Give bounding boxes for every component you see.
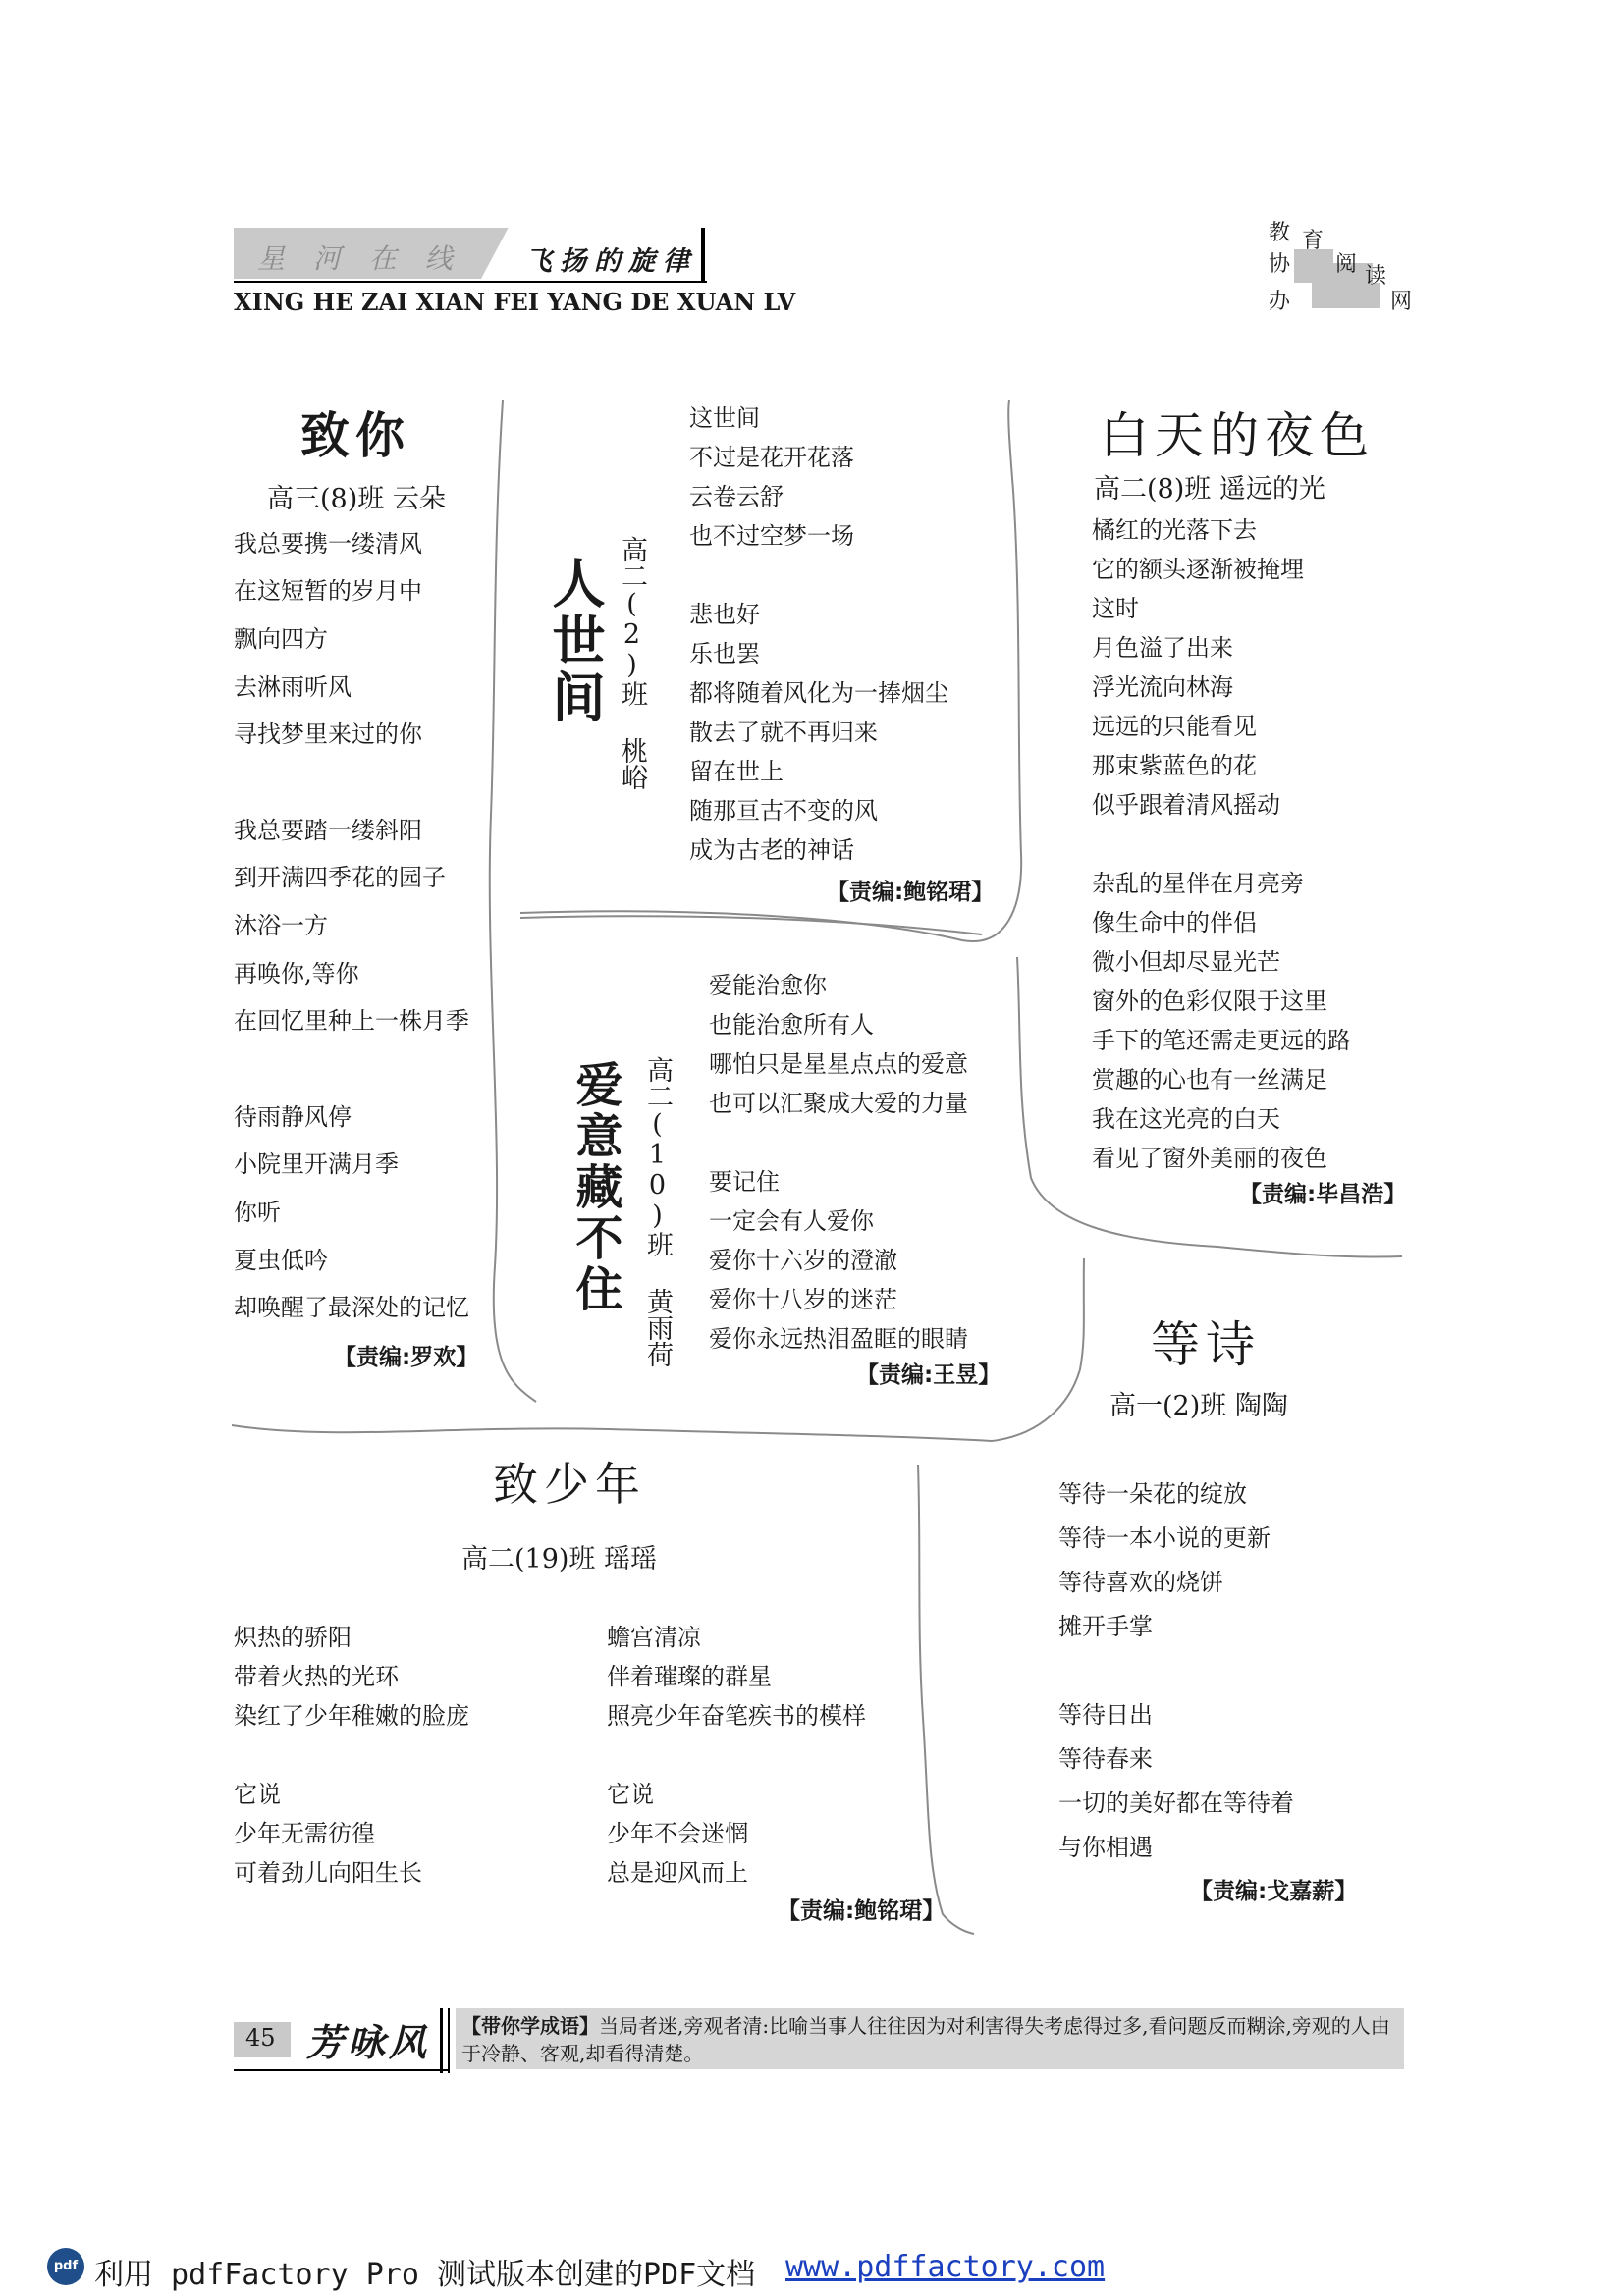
poem-line: 哪怕只是星星点点的爱意 (709, 1050, 968, 1078)
poem-line: 它说 (607, 1781, 654, 1808)
watermark-link[interactable]: www.pdffactory.com (785, 2250, 1106, 2284)
badge-char-4: 阅 (1335, 252, 1358, 277)
poem-line: 它的额头逐渐被掩埋 (1092, 556, 1304, 583)
poem-dengshi-editor: 【责编:戈嘉薪】 (1190, 1879, 1358, 1904)
poem-line: 却唤醒了最深处的记忆 (234, 1294, 469, 1321)
badge-char-2: 育 (1302, 229, 1325, 253)
poem-line: 我总要踏一缕斜阳 (234, 817, 422, 844)
poem-baitian-author: 高二(8)班 遥远的光 (1094, 474, 1325, 505)
poem-line: 可着劲儿向阳生长 (234, 1859, 422, 1887)
poem-line: 你听 (234, 1199, 281, 1226)
poem-line: 摊开手掌 (1058, 1613, 1153, 1640)
poem-zhini-title: 致你 (300, 406, 410, 464)
footer-brand: 芳咏风 (306, 2020, 431, 2064)
poem-line: 成为古老的神话 (689, 836, 854, 864)
idiom-text: 当局者迷,旁观者清:比喻当事人往往因为对利害得失考虑得过多,看问题反而糊涂,旁观的人由于冷静、客观,却看得清楚。 (461, 2014, 1390, 2065)
poem-line: 夏虫低吟 (234, 1247, 328, 1274)
poem-line: 都将随着风化为一捧烟尘 (689, 679, 948, 707)
poem-line: 我在这光亮的白天 (1092, 1105, 1280, 1133)
footer-idiom-text (461, 2012, 1396, 2067)
poem-line: 要记住 (709, 1168, 780, 1196)
poem-line: 留在世上 (689, 758, 784, 785)
poem-zhishaonian-editor: 【责编:鲍铭珺】 (778, 1898, 946, 1924)
poem-line: 少年不会迷惘 (607, 1820, 748, 1847)
poem-line: 不过是花开花落 (689, 444, 854, 471)
poem-line: 蟾宫清凉 (607, 1624, 701, 1651)
poem-line: 与你相遇 (1058, 1834, 1153, 1861)
poem-dengshi-body (1058, 1474, 1373, 1867)
badge-char-5: 读 (1365, 264, 1387, 289)
poem-line: 手下的笔还需走更远的路 (1092, 1027, 1351, 1054)
divider-6 (918, 1465, 974, 1934)
poem-line: 远远的只能看见 (1092, 713, 1257, 740)
poem-line: 伴着璀璨的群星 (607, 1663, 772, 1690)
poem-line: 看见了窗外美丽的夜色 (1092, 1145, 1327, 1172)
poem-line: 这时 (1092, 595, 1139, 622)
poem-line: 似乎跟着清风摇动 (1092, 791, 1280, 819)
poem-line: 橘红的光落下去 (1092, 516, 1257, 544)
poem-line: 一切的美好都在等待着 (1058, 1789, 1294, 1817)
poem-line: 少年无需彷徨 (234, 1820, 375, 1847)
poem-line: 浮光流向林海 (1092, 673, 1233, 701)
poem-renshijian-title: 人世间 (544, 556, 607, 726)
poem-line: 赏趣的心也有一丝满足 (1092, 1066, 1327, 1094)
poem-dengshi-title: 等诗 (1151, 1316, 1261, 1373)
idiom-label: 【带你学成语】 (461, 2014, 599, 2038)
poem-line: 微小但却尽显光芒 (1092, 948, 1280, 976)
poem-line: 到开满四季花的园子 (234, 864, 446, 891)
badge-char-7: 网 (1390, 290, 1413, 314)
poem-line: 等待一朵花的绽放 (1058, 1480, 1247, 1508)
poem-line: 一定会有人爱你 (709, 1207, 874, 1235)
poem-line: 寻找梦里来过的你 (234, 721, 422, 748)
poem-aiyi-title: 爱意藏不住 (568, 1060, 622, 1315)
poem-renshijian-author: 高二(2)班 桃峪 (617, 536, 647, 790)
poem-line: 杂乱的星伴在月亮旁 (1092, 870, 1304, 897)
poem-line: 等待喜欢的烧饼 (1058, 1569, 1223, 1596)
poem-zhishaonian-body-right (607, 1618, 921, 1887)
footer-rule-1 (440, 2008, 443, 2073)
pdf-logo (47, 2248, 84, 2285)
poem-line: 我总要携一缕清风 (234, 530, 422, 558)
poem-line: 小院里开满月季 (234, 1150, 399, 1178)
poem-line: 沐浴一方 (234, 912, 328, 939)
poem-line: 总是迎风而上 (607, 1859, 748, 1887)
footer-underline (234, 2069, 450, 2071)
divider-4 (520, 916, 982, 934)
poem-line: 飘向四方 (234, 625, 328, 653)
poem-line: 散去了就不再归来 (689, 719, 878, 746)
poem-line: 那束紫蓝色的花 (1092, 752, 1257, 779)
poem-line: 染红了少年稚嫩的脸庞 (234, 1702, 469, 1730)
poem-line: 悲也好 (689, 601, 760, 628)
poem-baitian-title: 白天的夜色 (1100, 407, 1375, 464)
poem-line: 像生命中的伴侣 (1092, 909, 1257, 936)
poem-zhishaonian-body-left (234, 1618, 587, 1887)
poem-line: 去淋雨听风 (234, 673, 352, 701)
header-column-left: 星 河 在 线 (257, 242, 462, 275)
badge-char-6: 办 (1269, 290, 1291, 314)
poem-line: 月色溢了出来 (1092, 634, 1233, 662)
poem-aiyi-editor: 【责编:王昱】 (856, 1362, 1001, 1388)
poem-line: 随那亘古不变的风 (689, 797, 878, 825)
page-number: 45 (245, 2024, 276, 2052)
badge-char-3: 协 (1269, 252, 1291, 277)
poem-baitian-body (1092, 510, 1406, 1178)
poem-line: 云卷云舒 (689, 483, 784, 510)
poem-line: 爱你十六岁的澄澈 (709, 1247, 897, 1274)
poem-renshijian-body (689, 399, 1013, 870)
poem-aiyi-author: 高二(10)班 黄雨荷 (642, 1056, 673, 1367)
poem-zhini-editor: 【责编:罗欢】 (334, 1345, 479, 1370)
poem-baitian-editor: 【责编:毕昌浩】 (1239, 1182, 1407, 1207)
poem-line: 照亮少年奋笔疾书的模样 (607, 1702, 866, 1730)
poem-line: 窗外的色彩仅限于这里 (1092, 988, 1327, 1015)
poem-line: 炽热的骄阳 (234, 1624, 352, 1651)
poem-line: 在回忆里种上一株月季 (234, 1007, 469, 1035)
poem-line: 爱你十八岁的迷茫 (709, 1286, 897, 1313)
poem-line: 带着火热的光环 (234, 1663, 399, 1690)
poem-line: 再唤你,等你 (234, 960, 359, 988)
poem-line: 爱你永远热泪盈眶的眼睛 (709, 1325, 968, 1353)
header-pinyin: XING HE ZAI XIAN FEI YANG DE XUAN LV (234, 288, 796, 316)
footer-rule-2 (448, 2008, 450, 2073)
poem-line: 待雨静风停 (234, 1103, 352, 1131)
pdf-logo-text: pdf (53, 2259, 79, 2273)
poem-zhini-body (234, 524, 528, 1321)
poem-line: 它说 (234, 1781, 281, 1808)
badge-char-1: 教 (1269, 221, 1291, 245)
poem-line: 也能治愈所有人 (709, 1011, 874, 1039)
watermark-text: 利用 pdfFactory Pro 测试版本创建的PDF文档 (94, 2258, 756, 2292)
poem-line: 在这短暂的岁月中 (234, 577, 422, 605)
poem-line: 这世间 (689, 404, 760, 432)
header-column-right: 飞扬的旋律 (525, 246, 697, 277)
poem-renshijian-editor: 【责编:鲍铭珺】 (827, 880, 995, 905)
poem-zhini-author: 高三(8)班 云朵 (267, 484, 446, 514)
poem-aiyi-body (709, 966, 1013, 1359)
poem-line: 等待一本小说的更新 (1058, 1524, 1271, 1552)
footer (234, 2008, 1404, 2075)
poem-line: 爱能治愈你 (709, 972, 827, 999)
poem-line: 等待日出 (1058, 1701, 1153, 1729)
poem-line: 也可以汇聚成大爱的力量 (709, 1090, 968, 1117)
poem-zhishaonian-title: 致少年 (493, 1458, 646, 1511)
poem-dengshi-author: 高一(2)班 陶陶 (1109, 1391, 1288, 1421)
poem-zhishaonian-author: 高二(19)班 瑶瑶 (461, 1544, 658, 1575)
poem-line: 乐也罢 (689, 640, 760, 667)
poem-line: 也不过空梦一场 (689, 522, 854, 550)
poem-line: 等待春来 (1058, 1745, 1153, 1773)
